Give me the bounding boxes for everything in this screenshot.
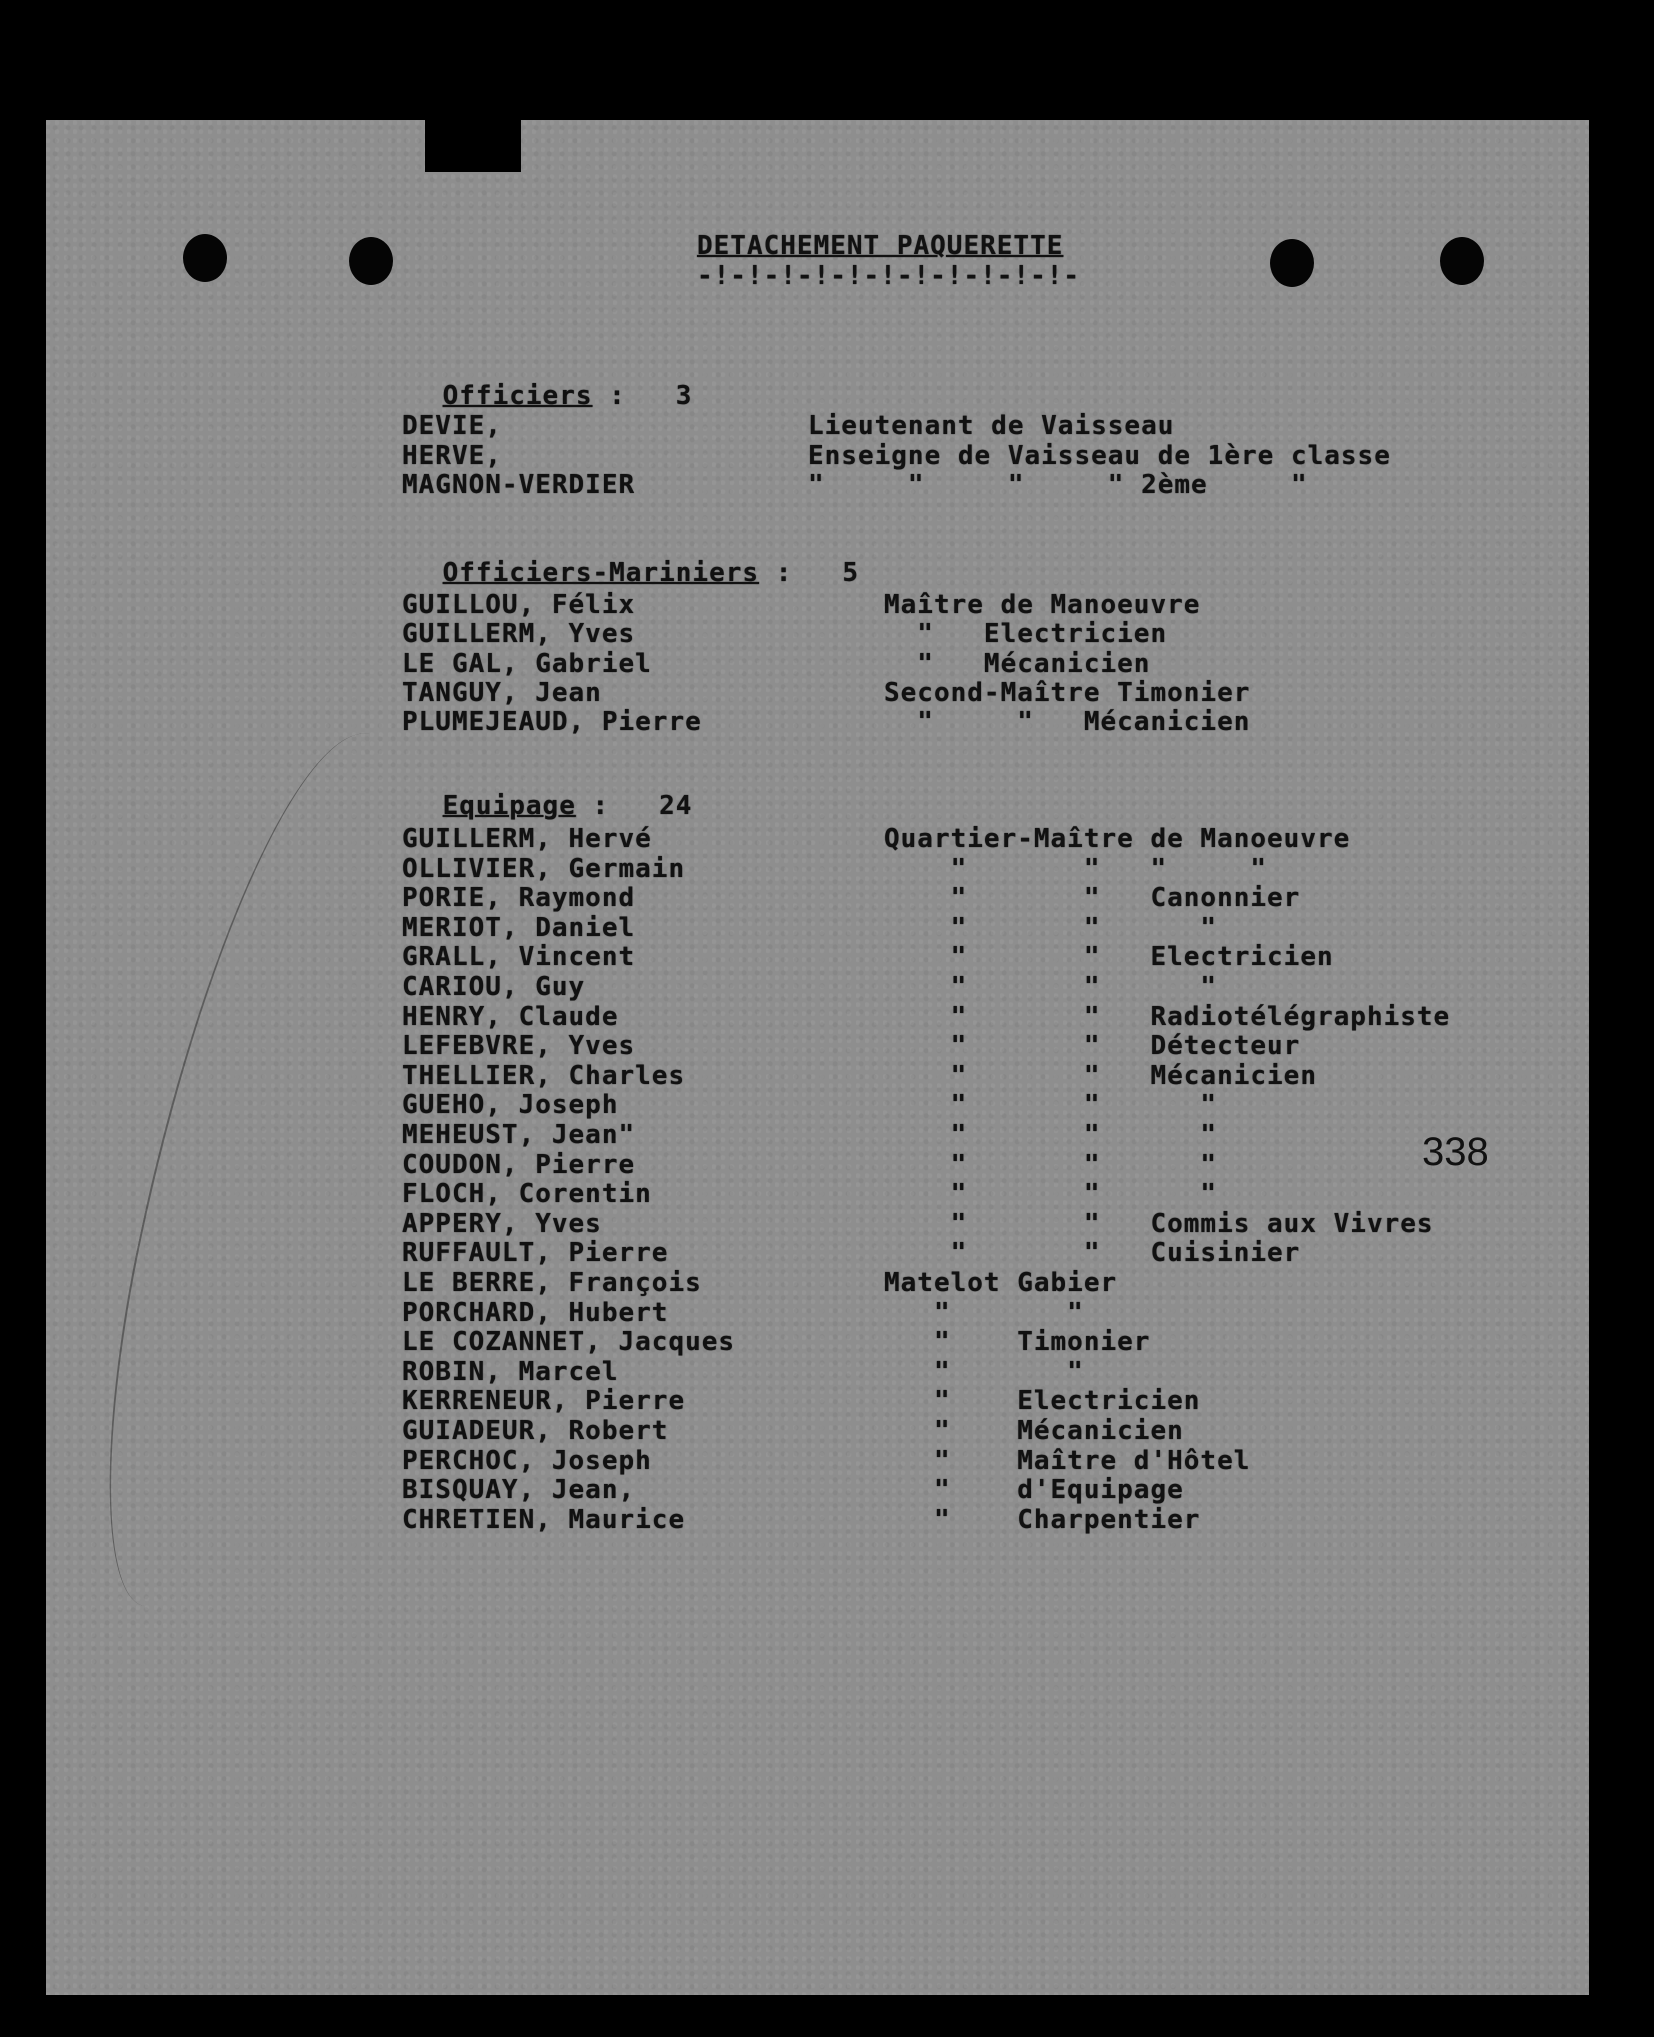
document-sheet <box>46 120 1589 1995</box>
roster-rank: " " " <box>884 1090 1218 1120</box>
roster-rank: Enseigne de Vaisseau de 1ère classe <box>808 441 1391 471</box>
roster-name: MEHEUST, Jean" <box>402 1120 636 1150</box>
document-title: DETACHEMENT PAQUERETTE <box>697 231 1064 261</box>
roster-rank: " Mécanicien <box>884 1416 1184 1446</box>
section-heading-label: Officiers-Mariniers <box>442 558 760 588</box>
punch-hole-2 <box>349 237 393 285</box>
roster-rank: " " " <box>884 1150 1218 1180</box>
roster-rank: " Mécanicien <box>884 649 1151 679</box>
roster-rank: " " Canonnier <box>884 883 1301 913</box>
roster-rank: " " Commis aux Vivres <box>884 1209 1434 1239</box>
roster-name: MAGNON-VERDIER <box>402 470 636 500</box>
roster-rank: " " Mécanicien <box>884 707 1251 737</box>
roster-rank: " " Radiotélégraphiste <box>884 1002 1451 1032</box>
roster-name: ROBIN, Marcel <box>402 1357 619 1387</box>
roster-name: PORCHARD, Hubert <box>402 1298 669 1328</box>
roster-rank: Quartier-Maître de Manoeuvre <box>884 824 1351 854</box>
roster-rank: Matelot Gabier <box>884 1268 1118 1298</box>
roster-name: FLOCH, Corentin <box>402 1179 652 1209</box>
section-count: 3 <box>675 381 693 411</box>
roster-name: BISQUAY, Jean, <box>402 1475 636 1505</box>
roster-name: OLLIVIER, Germain <box>402 854 686 884</box>
section-heading-sep: : <box>759 558 793 588</box>
roster-rank: " " Cuisinier <box>884 1238 1301 1268</box>
roster-rank: Maître de Manoeuvre <box>884 590 1201 620</box>
roster-name: PORIE, Raymond <box>402 883 636 913</box>
roster-rank: " " <box>884 1357 1084 1387</box>
roster-name: GUILLERM, Hervé <box>402 824 652 854</box>
roster-rank: " Maître d'Hôtel <box>884 1446 1251 1476</box>
punch-hole-1 <box>183 234 227 282</box>
roster-rank: " " " <box>884 913 1218 943</box>
roster-rank: " " " <box>884 972 1218 1002</box>
roster-rank: Second-Maître Timonier <box>884 678 1251 708</box>
roster-name: LE BERRE, François <box>402 1268 702 1298</box>
roster-name: APPERY, Yves <box>402 1209 602 1239</box>
roster-name: TANGUY, Jean <box>402 678 602 708</box>
roster-rank: " Electricien <box>884 1386 1201 1416</box>
roster-name: GUILLERM, Yves <box>402 619 636 649</box>
roster-rank: " Timonier <box>884 1327 1151 1357</box>
roster-name: LE COZANNET, Jacques <box>402 1327 736 1357</box>
title-rule: -!-!-!-!-!-!-!-!-!-!-!- <box>697 261 1081 291</box>
roster-rank: " " " <box>884 1179 1218 1209</box>
section-heading-label: Officiers <box>442 381 593 411</box>
roster-rank: " " Electricien <box>884 942 1334 972</box>
roster-name: CHRETIEN, Maurice <box>402 1505 686 1535</box>
roster-name: MERIOT, Daniel <box>402 913 636 943</box>
roster-name: THELLIER, Charles <box>402 1061 686 1091</box>
roster-rank: " " " " <box>884 854 1268 884</box>
section-count: 5 <box>842 558 859 588</box>
punch-hole-4 <box>1440 237 1484 285</box>
torn-edge <box>425 120 521 172</box>
roster-name: CARIOU, Guy <box>402 972 586 1002</box>
roster-name: GUEHO, Joseph <box>402 1090 619 1120</box>
section-heading-sep: : <box>592 381 626 411</box>
roster-name: RUFFAULT, Pierre <box>402 1238 669 1268</box>
roster-rank: " Electricien <box>884 619 1168 649</box>
roster-name: GRALL, Vincent <box>402 942 636 972</box>
punch-hole-3 <box>1270 239 1314 287</box>
roster-rank: " " <box>884 1298 1084 1328</box>
section-count: 24 <box>659 791 693 821</box>
roster-rank: " " " " 2ème " <box>808 470 1308 500</box>
roster-name: LEFEBVRE, Yves <box>402 1031 636 1061</box>
roster-name: GUILLOU, Félix <box>402 590 636 620</box>
roster-rank: " " Détecteur <box>884 1031 1301 1061</box>
roster-rank: " " " <box>884 1120 1218 1150</box>
section-heading-label: Equipage <box>442 791 576 821</box>
folio-number: 338 <box>1422 1130 1489 1174</box>
section-heading-sep: : <box>575 791 610 821</box>
roster-rank: " " Mécanicien <box>884 1061 1317 1091</box>
roster-name: HENRY, Claude <box>402 1002 619 1032</box>
roster-name: DEVIE, <box>402 411 502 441</box>
roster-rank: " d'Equipage <box>884 1475 1184 1505</box>
roster-name: KERRENEUR, Pierre <box>402 1386 686 1416</box>
roster-name: LE GAL, Gabriel <box>402 649 652 679</box>
roster-name: HERVE, <box>402 441 502 471</box>
roster-rank: " Charpentier <box>884 1505 1201 1535</box>
roster-name: GUIADEUR, Robert <box>402 1416 669 1446</box>
roster-rank: Lieutenant de Vaisseau <box>808 411 1175 441</box>
roster-name: COUDON, Pierre <box>402 1150 636 1180</box>
roster-name: PLUMEJEAUD, Pierre <box>402 707 702 737</box>
roster-name: PERCHOC, Joseph <box>402 1446 652 1476</box>
